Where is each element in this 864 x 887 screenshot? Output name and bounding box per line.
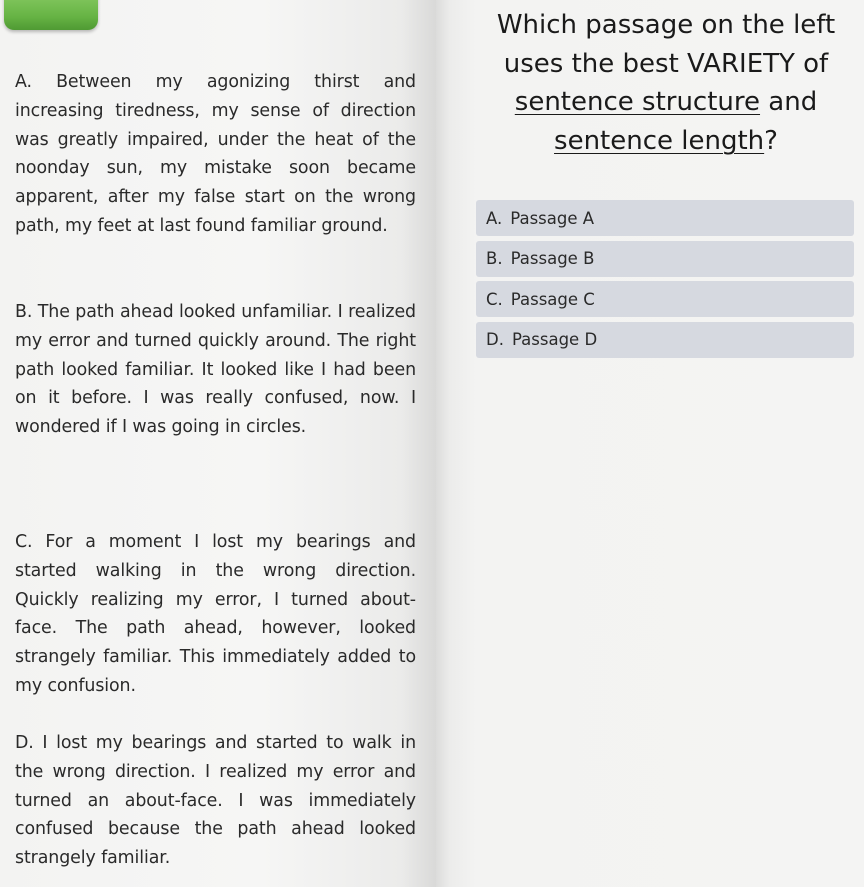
option-label: Passage D: [511, 330, 598, 349]
option-label: Passage A: [510, 208, 595, 228]
option-c[interactable]: [476, 281, 854, 317]
question-prompt: [476, 6, 856, 160]
passage-b: B. The path ahead looked unfamiliar. I realized my error and turned quickly around. The right path looked familiar. It looked like I had been on it before. I was really confused, now. I wondered if I was going in circles.: [15, 302, 416, 438]
option-label: Passage C: [510, 289, 595, 309]
question-mark: ?: [764, 125, 778, 156]
passage-d: D. I lost my bearings and started to walk in the wrong direction. I realized my error and turned an about-face. I was immediately confused because the path ahead looked strangely familiar.: [15, 733, 416, 869]
option-d[interactable]: [476, 322, 854, 358]
option-b[interactable]: [476, 241, 854, 277]
option-letter: B.: [486, 249, 503, 268]
option-letter: D.: [486, 330, 504, 349]
question-text-2: and: [768, 87, 818, 117]
passage-a: A. Between my agonizing thirst and increasing tiredness, my sense of direction was greatly impaired, under the heat of the noonday sun, my mistake soon became apparent, after my false start on the wrong path, my feet at last found familiar ground.: [15, 72, 416, 236]
option-letter: C.: [486, 289, 503, 309]
question-text-1: Which passage on the left uses the best VARIETY of: [496, 10, 836, 79]
question-underline-structure: sentence structure: [514, 87, 761, 117]
passage-c: C. For a moment I lost my bearings and started walking in the wrong direction. Quickly realizing my error, I turned about-face. The path ahead, however, looked strangely familiar. This immediately added to my confusion.: [15, 532, 416, 696]
option-a[interactable]: [476, 200, 854, 236]
option-letter: A.: [486, 208, 503, 228]
option-label: Passage B: [510, 249, 595, 268]
green-tab-button[interactable]: [4, 0, 98, 30]
answer-options: [476, 200, 854, 362]
question-underline-length: sentence length: [554, 125, 765, 156]
